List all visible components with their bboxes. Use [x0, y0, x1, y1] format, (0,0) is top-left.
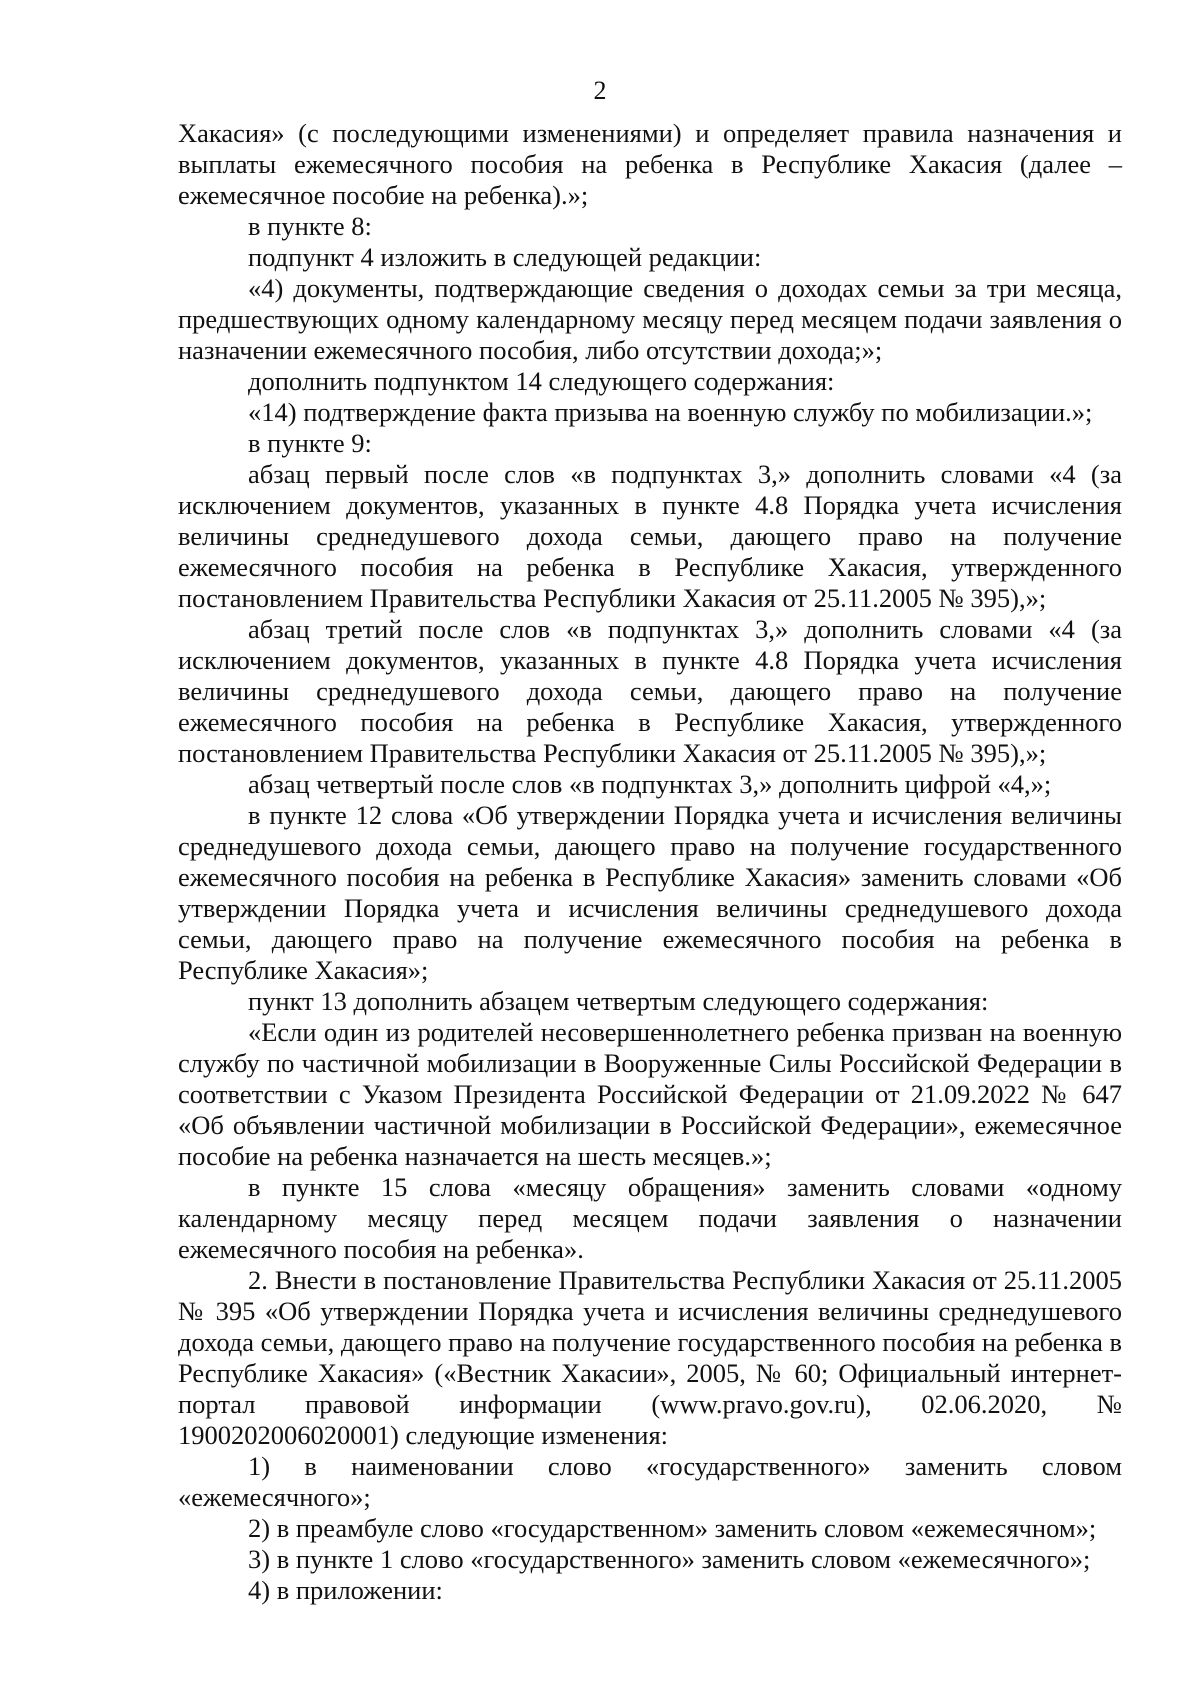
- paragraph-15: 2. Внести в постановление Правительства Республики Хакасия от 25.11.2005 № 395 «Об утверждении Порядка учета и исчисления величины среднедушевого дохода семьи, дающего право на получение государственного пособия на ребенка в Республике Хакасия» («Вестник Хакасии», 2005, № 60; Официальный интернет-портал правовой информации (www.pravo.gov.ru), 02.06.2020, № 1900202006020001) следующие изменения:: [178, 1265, 1122, 1450]
- paragraph-5: дополнить подпунктом 14 следующего содержания:: [248, 366, 835, 396]
- paragraph-2: в пункте 8:: [248, 211, 372, 241]
- paragraph-4: «4) документы, подтверждающие сведения о доходах семьи за три месяца, предшествующих одному календарному месяцу перед месяцем подачи заявления о назначении ежемесячного пособия, либо отсутствии дохода;»;: [178, 273, 1122, 365]
- paragraph-8: абзац первый после слов «в подпунктах 3,» дополнить словами «4 (за исключением документов, указанных в пункте 4.8 Порядка учета исчисления величины среднедушевого дохода семьи, дающего право на получение ежемесячного пособия на ребенка в Республике Хакасия, утвержденного постановлением Правительства Республики Хакасия от 25.11.2005 № 395),»;: [178, 459, 1122, 613]
- paragraph-1: Хакасия» (с последующими изменениями) и определяет правила назначения и выплаты ежемесячного пособия на ребенка в Республике Хакасия (далее – ежемесячное пособие на ребенка).»;: [178, 118, 1122, 210]
- paragraph-9: абзац третий после слов «в подпунктах 3,» дополнить словами «4 (за исключением документов, указанных в пункте 4.8 Порядка учета исчисления величины среднедушевого дохода семьи, дающего право на получение ежемесячного пособия на ребенка в Республике Хакасия, утвержденного постановлением Правительства Республики Хакасия от 25.11.2005 № 395),»;: [178, 614, 1122, 768]
- page-number: 2: [593, 76, 607, 105]
- paragraph-6: «14) подтверждение факта призыва на военную службу по мобилизации.»;: [248, 397, 1093, 427]
- paragraph-19: 4) в приложении:: [248, 1575, 443, 1605]
- document-body: [178, 118, 1122, 1606]
- paragraph-7: в пункте 9:: [248, 428, 372, 458]
- paragraph-10: абзац четвертый после слов «в подпунктах 3,» дополнить цифрой «4,»;: [248, 769, 1052, 799]
- paragraph-12: пункт 13 дополнить абзацем четвертым следующего содержания:: [248, 986, 989, 1016]
- paragraph-14: в пункте 15 слова «месяцу обращения» заменить словами «одному календарному месяцу перед месяцем подачи заявления о назначении ежемесячного пособия на ребенка».: [178, 1172, 1122, 1264]
- paragraph-11: в пункте 12 слова «Об утверждении Порядка учета и исчисления величины среднедушевого дохода семьи, дающего право на получение государственного ежемесячного пособия на ребенка в Республике Хакасия» заменить словами «Об утверждении Порядка учета и исчисления величины среднедушевого дохода семьи, дающего право на получение ежемесячного пособия на ребенка в Республике Хакасия»;: [178, 800, 1122, 985]
- paragraph-16: 1) в наименовании слово «государственного» заменить словом «ежемесячного»;: [178, 1451, 1122, 1512]
- paragraph-13: «Если один из родителей несовершеннолетнего ребенка призван на военную службу по частичной мобилизации в Вооруженные Силы Российской Федерации в соответствии с Указом Президента Российской Федерации от 21.09.2022 № 647 «Об объявлении частичной мобилизации в Российской Федерации», ежемесячное пособие на ребенка назначается на шесть месяцев.»;: [178, 1017, 1122, 1171]
- paragraph-3: подпункт 4 изложить в следующей редакции:: [248, 242, 762, 272]
- paragraph-18: 3) в пункте 1 слово «государственного» заменить словом «ежемесячного»;: [248, 1544, 1091, 1574]
- paragraph-17: 2) в преамбуле слово «государственном» заменить словом «ежемесячном»;: [248, 1513, 1097, 1543]
